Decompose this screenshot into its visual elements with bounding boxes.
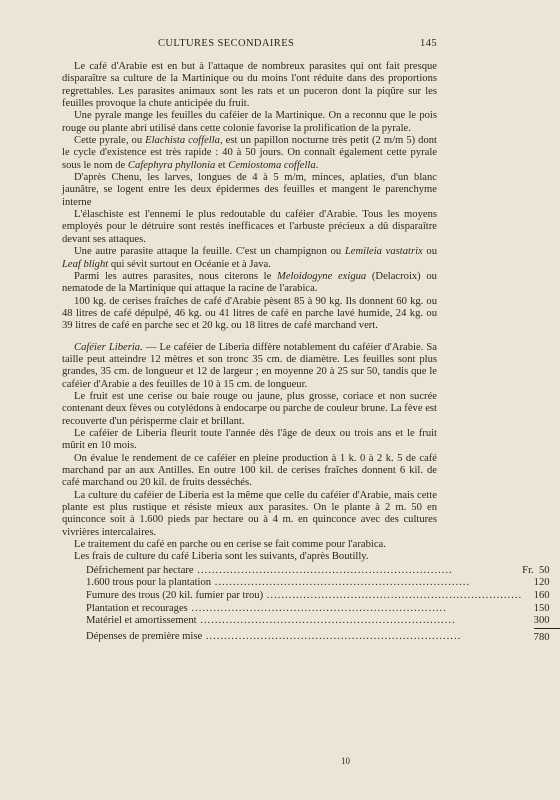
page-number: 145: [420, 38, 437, 49]
paragraph: Le traitement du café en parche ou en cerise se fait comme pour l'arabica.: [74, 539, 386, 551]
section-gap: [62, 333, 437, 342]
paragraph: Le fruit est une cerise ou baie rouge ou jaune, plus grosse, coriace et non sucrée contenant deux fèves ou cotylédons à endocarpe ou parche de couleur brune. La fève est recouverte d'un périsperme clair et brillant.: [62, 390, 437, 427]
table-row: [86, 565, 560, 578]
paragraph: Les frais de culture du café Liberia sont les suivants, d'après Boutilly.: [74, 551, 369, 563]
paragraph: Cette pyrale, ou Elachista coffella, est un papillon nocturne très petit (2 m/m 5) dont le cycle d'existence est très rapide : 40 à 50 jours. On connaît également cette pyrale sous le nom de Cafephyra phyllonia et Cemiostoma coffella.: [62, 135, 437, 171]
table-row: [86, 615, 560, 628]
total-label: Dépenses de première mise .....: [86, 628, 522, 644]
paragraph: 100 kg. de cerises fraîches de café d'Arabie pèsent 85 à 90 kg. Ils donnent 60 kg. ou 48 litres de café dépulpé, 46 kg. ou 41 litres de café en parche lavé humide, 24 kg. ou 39 litres de café en parche sec et 20 kg. ou 18 litres de café marchand vert.: [62, 295, 437, 332]
cost-label: 1.600 trous pour la plantation .....: [86, 577, 522, 590]
paragraph: Une autre parasite attaque la feuille. C'est un champignon ou Lemileia vastatrix ou Leaf blight qui sévit surtout en Océanie et à Java.: [62, 246, 437, 270]
cost-label: Matériel et amortissement .....: [86, 615, 522, 628]
cost-label: Fumure des trous (20 kil. fumier par trou) .....: [86, 590, 522, 603]
signature-mark: 10: [341, 756, 350, 766]
table-row: [86, 577, 560, 590]
running-title: CULTURES SECONDAIRES: [158, 38, 295, 49]
paragraph: Parmi les autres parasites, nous citerons le Meloidogyne exigua (Delacroix) ou nematode de la Martinique qui attaque la racine de l'arabica.: [62, 270, 437, 295]
paragraph: L'élaschiste est l'ennemi le plus redoutable du caféier d'Arabie. Tous les moyens employés pour le détruire sont restés inefficaces et l'arbuste précieux a dû disparaître devant ses attaques.: [62, 209, 437, 245]
paragraph: Le caféier de Liberia fleurit toute l'année dès l'âge de deux ou trois ans et le fruit mûrit en 10 mois.: [62, 427, 437, 452]
cost-table: [86, 565, 560, 645]
cost-value: 150: [533, 602, 550, 614]
cost-label: Défrichement par hectare .....: [86, 565, 522, 578]
paragraph: On évalue le rendement de ce caféier en pleine production à 1 k. 0 à 2 k. 5 de café marchand par an aux Antilles. En outre 100 kil. de cerises fraîches donnent 6 kil. de café marchand ou 20 kil. de fruits desséchés.: [62, 452, 437, 489]
running-header: [62, 38, 437, 49]
cost-label: Plantation et recourages .....: [86, 603, 522, 616]
cost-value: 120: [533, 577, 550, 589]
paragraph: Le café d'Arabie est en but à l'attaque de nombreux parasites qui ont fait presque disparaître sa culture de la Martinique ou du moins l'ont réduite dans des proportions regrettables. Les parasites animaux sont les rats et un puceron dont la piqûre sur les feuilles provoque la chute anticipée du fruit.: [62, 61, 437, 110]
cost-value: 160: [533, 589, 550, 601]
paragraph: Une pyrale mange les feuilles du caféier de la Martinique. On a reconnu que le pois rouge ou plante abri utilisé dans cette colonie favorise la prolification de la pyrale.: [62, 110, 437, 134]
table-row: [86, 590, 560, 603]
table-row: [86, 603, 560, 616]
currency-unit: Fr.: [522, 564, 534, 576]
body-text: [62, 61, 437, 564]
paragraph: La culture du caféier de Liberia est la même que celle du caféier d'Arabie, mais cette plante est plus rustique et résiste mieux aux parasites. On le plante à 2 m. 50 en quinconce soit à 1.600 pieds par hectare ou à 4 m. en quinconce avec des cultures vivrières intercalaires.: [62, 489, 437, 538]
total-row: [86, 628, 560, 644]
paragraph: Caféier Liberia. — Le caféier de Liberia diffère notablement du caféier d'Arabie. Sa taille peut atteindre 12 mètres et son tronc 35 cm. de diamètre. Les feuilles sont plus grandes, 35 cm. de longueur et 12 de largeur ; en moyenne 20 à 25 sur 50, tandis que le caféier d'Arabie a des feuilles de 10 à 15 cm. de longueur.: [62, 341, 437, 390]
total-value: 780: [533, 631, 550, 643]
cost-value: 50: [538, 564, 550, 576]
cost-value: 300: [534, 615, 560, 628]
paragraph: D'après Chenu, les larves, longues de 4 à 5 m/m, minces, aplaties, d'un blanc jaunâtre, se logent entre les deux épidermes des feuilles et mangent le parenchyme interne: [62, 172, 437, 208]
